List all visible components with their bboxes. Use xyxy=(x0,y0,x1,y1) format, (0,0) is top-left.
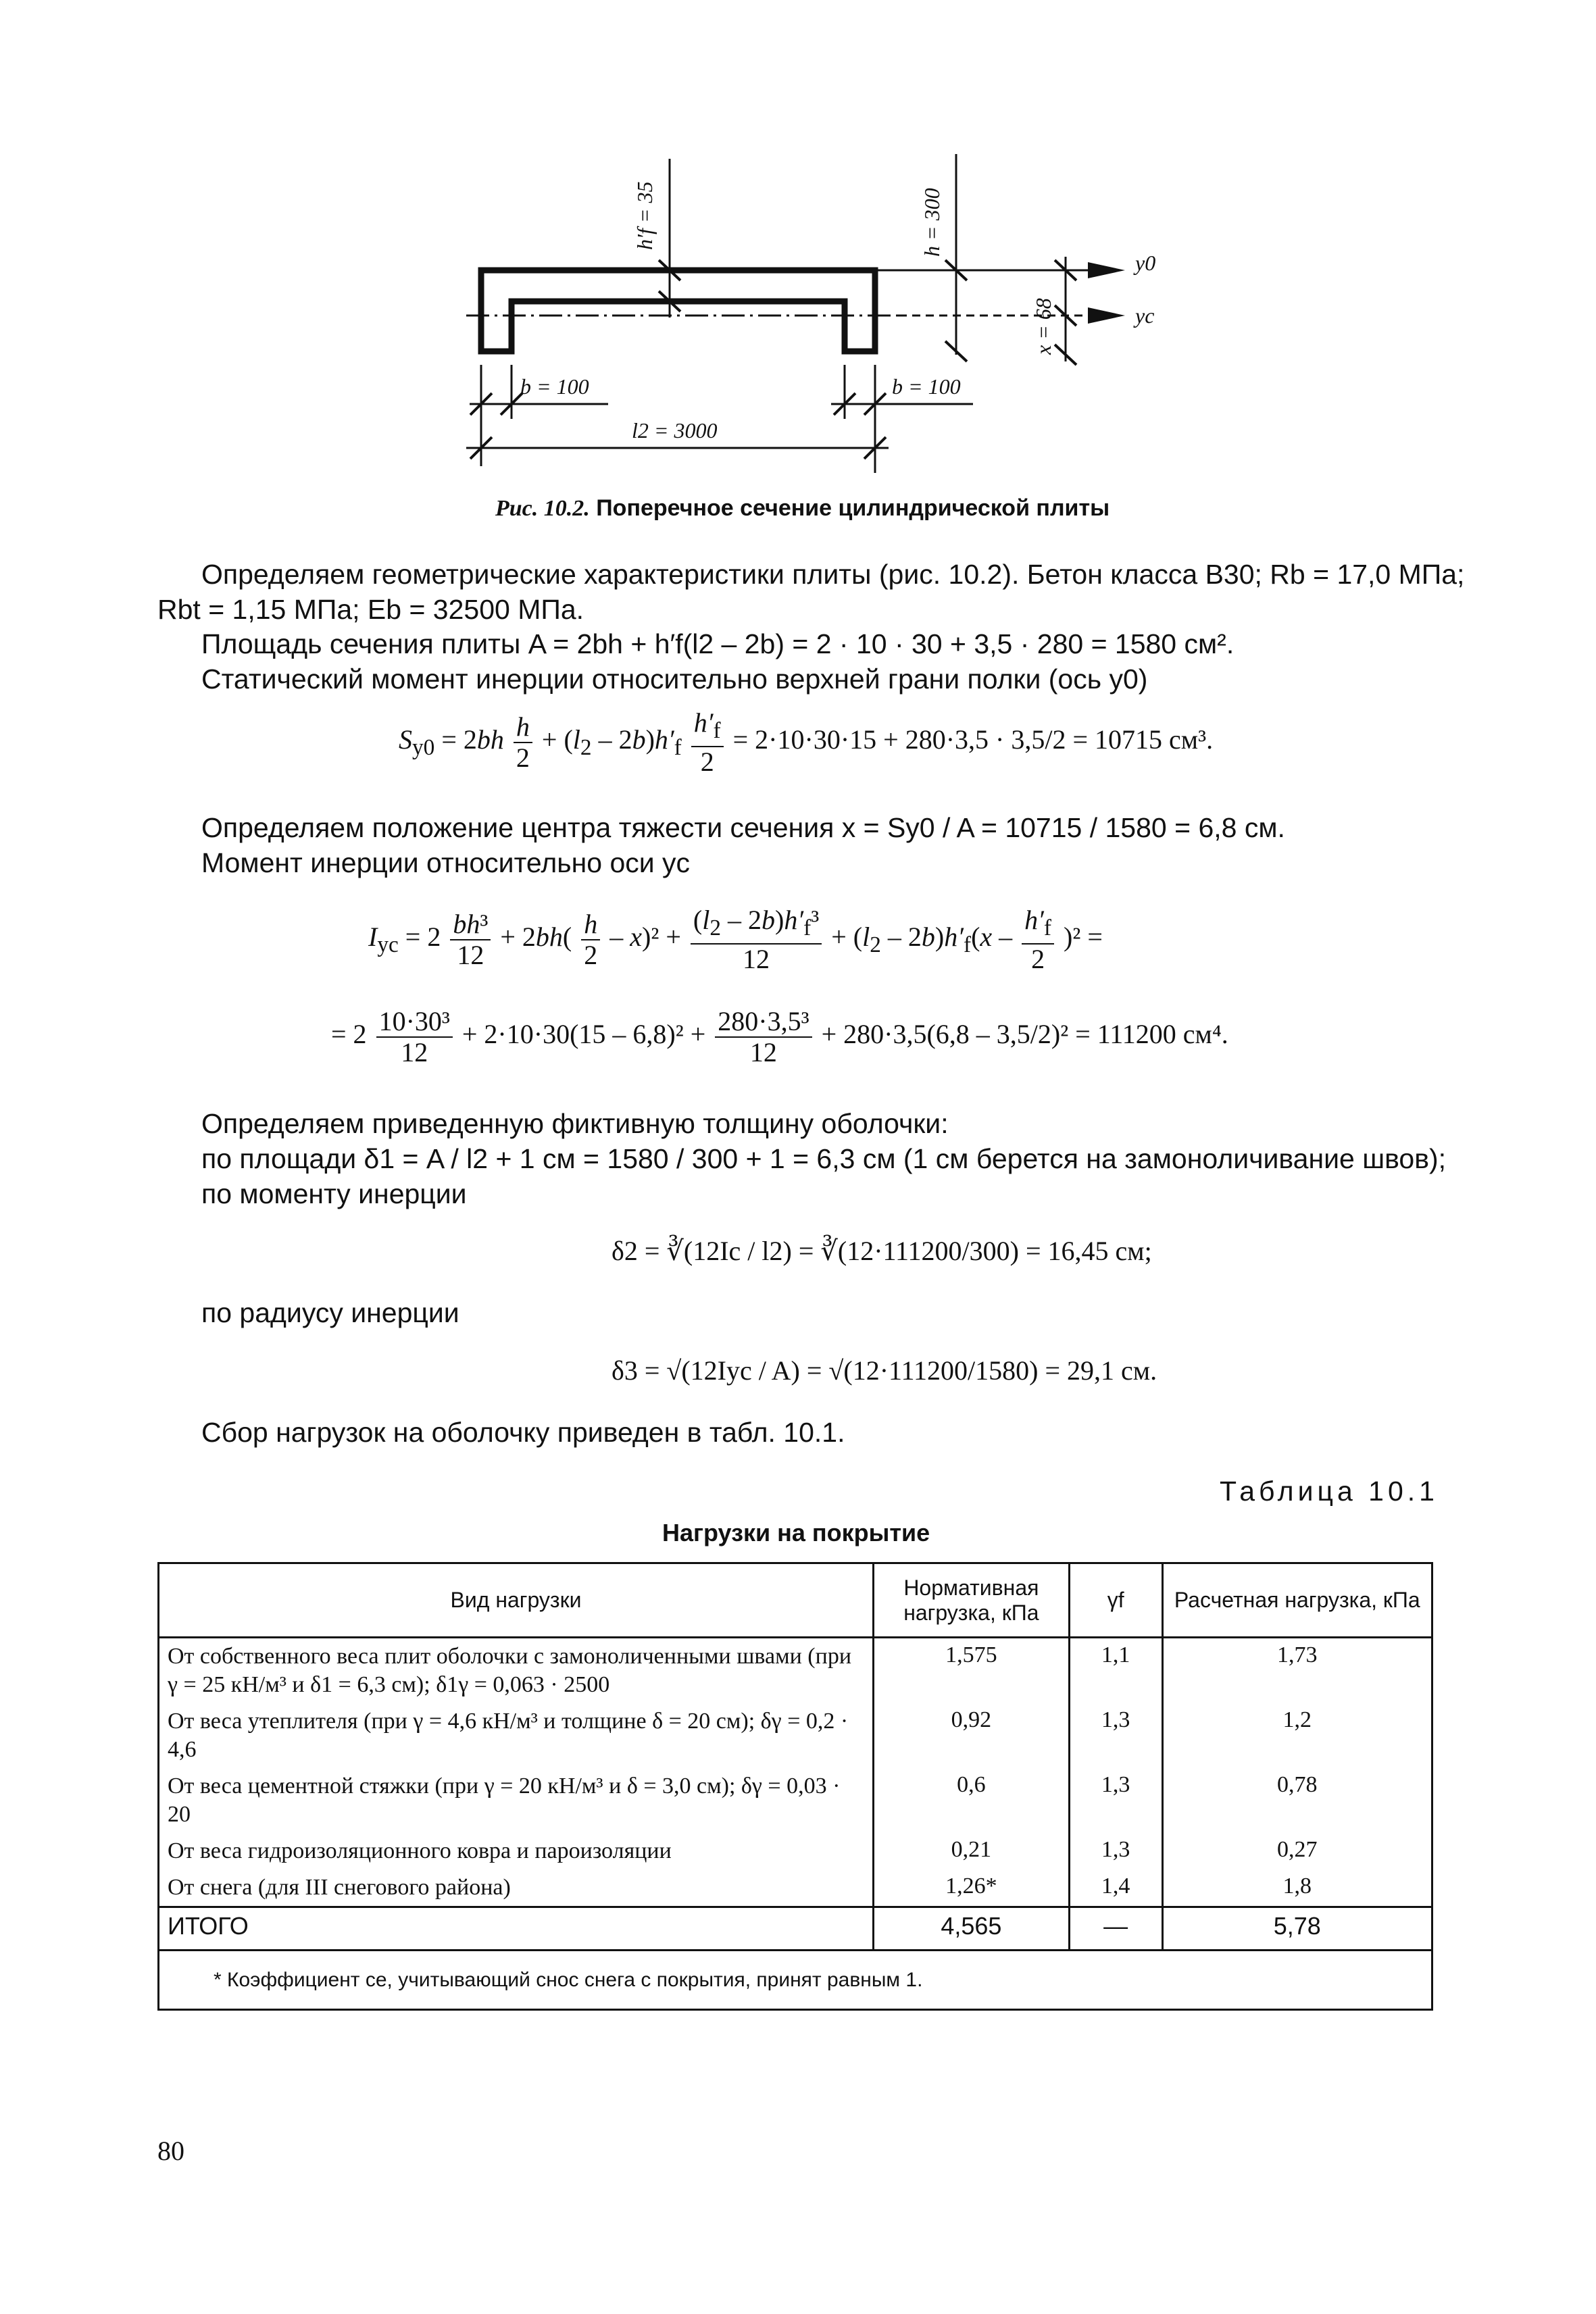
row-gamma: 1,3 xyxy=(1069,1768,1162,1833)
total-norm: 4,565 xyxy=(873,1907,1069,1951)
row-norm: 0,92 xyxy=(873,1703,1069,1768)
paragraph-by-moment: по моменту инерции xyxy=(201,1178,467,1209)
formula-sy0-result: = 2·10·30·15 + 280·3,5 · 3,5/2 = 10715 см³. xyxy=(732,724,1214,755)
paragraph-centroid: Определяем положение центра тяжести сечения x = Sy0 / A = 10715 / 1580 = 6,8 см. xyxy=(201,812,1285,843)
row-norm: 1,575 xyxy=(873,1638,1069,1704)
figure-caption-text: Поперечное сечение цилиндрической плиты xyxy=(596,495,1110,521)
page-number: 80 xyxy=(157,2136,184,2166)
row-norm: 1,26* xyxy=(873,1869,1069,1907)
row-calc: 1,73 xyxy=(1162,1638,1432,1704)
loads-table xyxy=(157,1562,1433,2011)
paragraph-fictive-thickness: Определяем приведенную фиктивную толщину оболочки: xyxy=(201,1108,949,1139)
row-gamma: 1,4 xyxy=(1069,1869,1162,1907)
table-row xyxy=(159,1869,1432,1907)
label-x: x = 68 xyxy=(1031,298,1055,355)
row-gamma: 1,3 xyxy=(1069,1833,1162,1869)
row-calc: 0,27 xyxy=(1162,1833,1432,1869)
label-y0: y0 xyxy=(1135,251,1156,275)
label-l2: l2 = 3000 xyxy=(632,418,718,443)
paragraph-by-area: по площади δ1 = A / l2 + 1 см = 1580 / 300 + 1 = 6,3 см (1 см берется на замоноличивание швов); xyxy=(201,1143,1447,1174)
paragraph-loads-ref: Сбор нагрузок на оболочку приведен в табл. 10.1. xyxy=(201,1417,845,1448)
formula-delta3: δ3 = √(12Iyc / A) = √(12·111200/1580) = 29,1 см. xyxy=(612,1355,1157,1386)
label-b-left: b = 100 xyxy=(520,374,589,399)
row-calc: 0,78 xyxy=(1162,1768,1432,1833)
table-row xyxy=(159,1703,1432,1768)
header-calculated: Расчетная нагрузка, кПа xyxy=(1162,1563,1432,1638)
paragraph-area: Площадь сечения плиты A = 2bh + h′f(l2 – 2b) = 2 · 10 · 30 + 3,5 · 280 = 1580 см². xyxy=(201,628,1235,659)
table-total-row xyxy=(159,1907,1432,1951)
label-h: h = 300 xyxy=(920,188,944,257)
row-gamma: 1,3 xyxy=(1069,1703,1162,1768)
paragraph-static-moment: Статический момент инерции относительно верхней грани полки (ось y0) xyxy=(201,663,1148,695)
formula-iyc: $I_{yc} = 2$ $\frac{\text{bh³}}{12}$ + 2bh( $\frac{h}{2}$ – x)² + $\frac{(l_2 - 2b)h'_f^3}{12}$ + $(l_2 - 2b)h'_f(x$ – $\frac{h'_f}{2}$ )² = xyxy=(368,905,1103,974)
row-norm: 0,21 xyxy=(873,1833,1069,1869)
table-number: Таблица 10.1 xyxy=(1220,1476,1439,1507)
row-gamma: 1,1 xyxy=(1069,1638,1162,1704)
formula-delta2: δ2 = ∛(12Ic / l2) = ∛(12·111200/300) = 16,45 см; xyxy=(612,1236,1152,1266)
header-load-type: Вид нагрузки xyxy=(159,1563,874,1638)
row-norm: 0,6 xyxy=(873,1768,1069,1833)
formula-iyc-values: = 2 $\frac{\text{10·30³}}{12}$ + 2·10·30(15 – 6,8)² + $\frac{\text{280·3,5³}}{12}$ + 280·3,5(6,8 – 3,5/2)² = 111200 см⁴. xyxy=(331,1006,1228,1067)
row-calc: 1,8 xyxy=(1162,1869,1432,1907)
row-label: От веса гидроизоляционного ковра и пароизоляции xyxy=(159,1833,874,1869)
row-label: От снега (для III снегового района) xyxy=(159,1869,874,1907)
total-label: ИТОГО xyxy=(159,1907,874,1951)
label-hf: h′f = 35 xyxy=(632,181,657,250)
row-label: От собственного веса плит оболочки с замоноличенными швами (при γ = 25 кН/м³ и δ1 = 6,3 см); δ1γ = 0,063 · 2500 xyxy=(159,1638,874,1704)
figure-caption xyxy=(495,495,1109,522)
table-footnote-row xyxy=(159,1951,1432,2010)
table-header-row xyxy=(159,1563,1432,1638)
header-normative: Нормативная нагрузка, кПа xyxy=(873,1563,1069,1638)
total-gamma: — xyxy=(1069,1907,1162,1951)
header-gamma: γf xyxy=(1069,1563,1162,1638)
table-title: Нагрузки на покрытие xyxy=(662,1519,930,1546)
table-row xyxy=(159,1638,1432,1704)
row-label: От веса цементной стяжки (при γ = 20 кН/м³ и δ = 3,0 см); δγ = 0,03 · 20 xyxy=(159,1768,874,1833)
table-row xyxy=(159,1833,1432,1869)
cross-section-diagram xyxy=(405,135,1216,486)
formula-iyc-result: = 111200 см⁴. xyxy=(1075,1019,1228,1050)
table-footnote: * Коэффициент ce, учитывающий снос снега с покрытия, принят равным 1. xyxy=(159,1951,1432,2010)
label-yc: yc xyxy=(1135,303,1155,328)
row-label: От веса утеплителя (при γ = 4,6 кН/м³ и толщине δ = 20 см); δγ = 0,2 · 4,6 xyxy=(159,1703,874,1768)
paragraph-1-line-2: Rbt = 1,15 МПа; Eb = 32500 МПа. xyxy=(157,594,584,625)
paragraph-by-radius: по радиусу инерции xyxy=(201,1297,459,1328)
row-calc: 1,2 xyxy=(1162,1703,1432,1768)
formula-sy0: $S_{y0} = 2bh$ $\frac{h}{2}$ + $(l_2 - 2b)h'_f$ $\frac{h'_f}{2}$ = 2·10·30·15 + 280·3,5 · 3,5/2 = 10715 см³. xyxy=(399,707,1214,777)
total-calc: 5,78 xyxy=(1162,1907,1432,1951)
label-b-right: b = 100 xyxy=(892,374,961,399)
table-row xyxy=(159,1768,1432,1833)
paragraph-1-line-1: Определяем геометрические характеристики плиты (рис. 10.2). Бетон класса В30; Rb = 17,0 МПа; xyxy=(201,559,1465,590)
paragraph-moment-axis: Момент инерции относительно оси yc xyxy=(201,847,691,878)
figure-caption-prefix: Рис. 10.2. xyxy=(495,496,590,521)
